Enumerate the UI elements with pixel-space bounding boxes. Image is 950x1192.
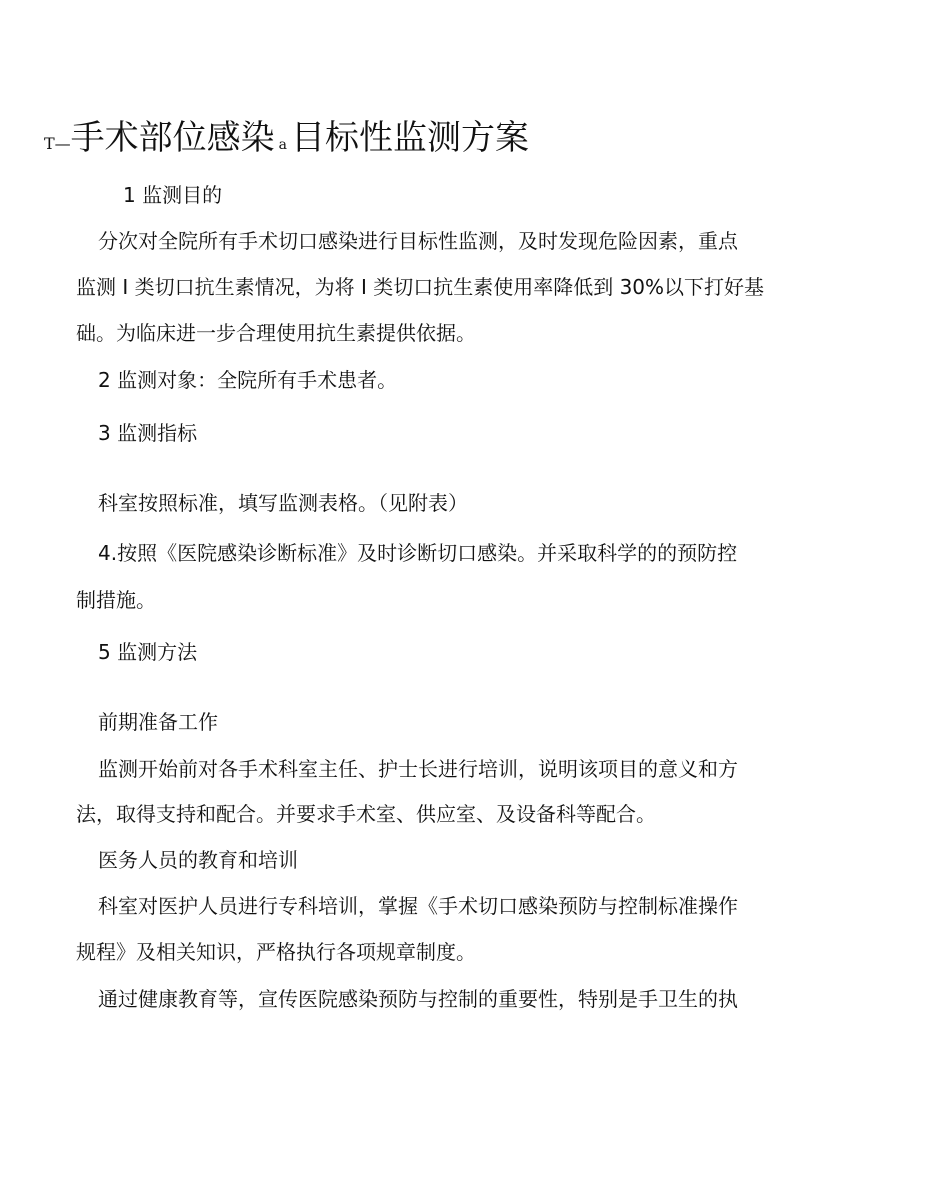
paragraph-line: 制措施。 <box>76 588 156 612</box>
paragraph-line: 科室按照标准，填写监测表格。（见附表） <box>98 491 468 515</box>
section-heading-methods: 5 监测方法 <box>98 640 198 664</box>
paragraph-line: 法，取得支持和配合。并要求手术室、供应室、及设备科等配合。 <box>76 802 656 826</box>
title-part-1: 手术部位感染 <box>70 118 275 158</box>
paragraph-line: 科室对医护人员进行专科培训，掌握《手术切口感染预防与控制标准操作 <box>98 894 738 918</box>
title-mid-glyph: a <box>278 137 288 153</box>
section-heading-target: 2 监测对象：全院所有手术患者。 <box>98 368 398 392</box>
paragraph-line: 4.按照《医院感染诊断标准》及时诊断切口感染。并采取科学的的预防控 <box>98 541 738 565</box>
subheading-training: 医务人员的教育和培训 <box>98 848 298 872</box>
subheading-preparation: 前期准备工作 <box>98 710 218 734</box>
paragraph-line: 规程》及相关知识，严格执行各项规章制度。 <box>76 940 476 964</box>
paragraph-line: 分次对全院所有手术切口感染进行目标性监测，及时发现危险因素，重点 <box>98 229 738 253</box>
paragraph-line: 础。为临床进一步合理使用抗生素提供依据。 <box>76 321 476 345</box>
paragraph-line: 监测开始前对各手术科室主任、护士长进行培训，说明该项目的意义和方 <box>98 757 738 781</box>
title-part-2: 目标性监测方案 <box>291 118 530 158</box>
paragraph-line: 通过健康教育等，宣传医院感染预防与控制的重要性，特别是手卫生的执 <box>98 987 738 1011</box>
paragraph-line: 监测 I 类切口抗生素情况，为将 I 类切口抗生素使用率降低到 30%以下打好基 <box>76 275 765 299</box>
section-heading-purpose: 1 监测目的 <box>123 183 223 207</box>
title-prefix: T— <box>44 134 71 153</box>
section-heading-indicators: 3 监测指标 <box>98 421 198 445</box>
document-title <box>44 114 529 162</box>
